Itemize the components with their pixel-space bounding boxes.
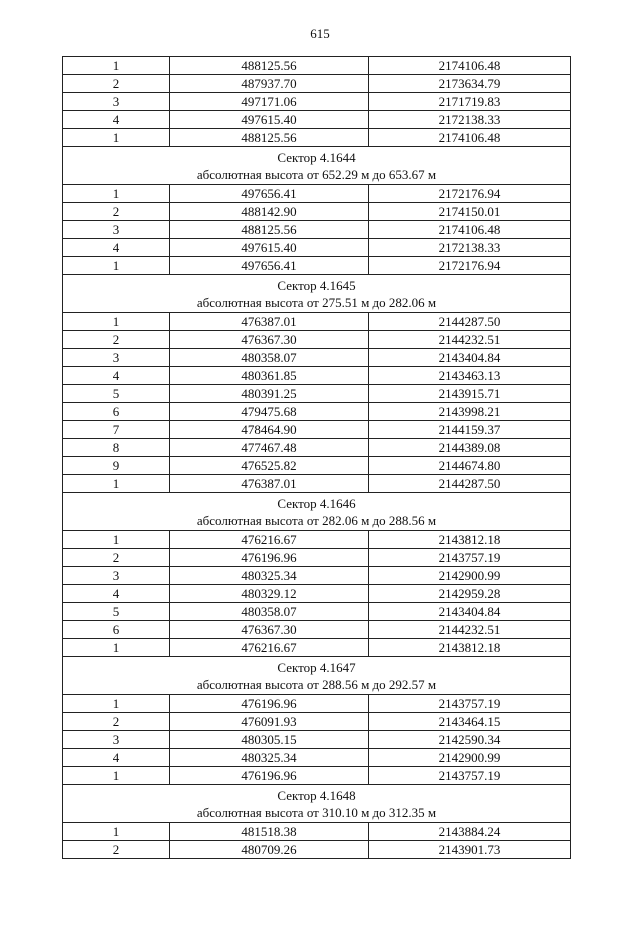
point-number-cell: 8 — [63, 439, 170, 457]
point-number-cell: 1 — [63, 475, 170, 493]
table-row — [63, 567, 571, 585]
x-coordinate-cell: 476387.01 — [170, 475, 369, 493]
y-coordinate-cell: 2143404.84 — [369, 349, 571, 367]
table-row — [63, 331, 571, 349]
point-number-cell: 1 — [63, 313, 170, 331]
sector-header-row — [63, 147, 571, 185]
point-number-cell: 2 — [63, 331, 170, 349]
table-row — [63, 257, 571, 275]
sector-title: Сектор 4.1648 — [277, 788, 356, 803]
x-coordinate-cell: 476387.01 — [170, 313, 369, 331]
sector-header-row — [63, 493, 571, 531]
table-row — [63, 603, 571, 621]
y-coordinate-cell: 2143757.19 — [369, 767, 571, 785]
y-coordinate-cell: 2142900.99 — [369, 749, 571, 767]
x-coordinate-cell: 497656.41 — [170, 185, 369, 203]
x-coordinate-cell: 480391.25 — [170, 385, 369, 403]
point-number-cell: 4 — [63, 749, 170, 767]
sector-header — [63, 785, 571, 823]
point-number-cell: 2 — [63, 713, 170, 731]
y-coordinate-cell: 2144674.80 — [369, 457, 571, 475]
sector-title: Сектор 4.1645 — [277, 278, 356, 293]
x-coordinate-cell: 476196.96 — [170, 549, 369, 567]
x-coordinate-cell: 497171.06 — [170, 93, 369, 111]
point-number-cell: 3 — [63, 221, 170, 239]
point-number-cell: 1 — [63, 639, 170, 657]
table-row — [63, 57, 571, 75]
x-coordinate-cell: 480325.34 — [170, 567, 369, 585]
x-coordinate-cell: 476525.82 — [170, 457, 369, 475]
point-number-cell: 2 — [63, 203, 170, 221]
x-coordinate-cell: 480358.07 — [170, 603, 369, 621]
x-coordinate-cell: 476196.96 — [170, 767, 369, 785]
sector-altitude-range: абсолютная высота от 275.51 м до 282.06 м — [196, 295, 437, 310]
y-coordinate-cell: 2172176.94 — [369, 185, 571, 203]
sector-altitude-range: абсолютная высота от 282.06 м до 288.56 м — [196, 513, 437, 528]
sector-altitude-range: абсолютная высота от 288.56 м до 292.57 м — [196, 677, 437, 692]
sector-title: Сектор 4.1644 — [277, 150, 356, 165]
y-coordinate-cell: 2174106.48 — [369, 57, 571, 75]
y-coordinate-cell: 2143901.73 — [369, 841, 571, 859]
page-number: 615 — [310, 26, 330, 41]
table-row — [63, 421, 571, 439]
x-coordinate-cell: 480329.12 — [170, 585, 369, 603]
x-coordinate-cell: 480358.07 — [170, 349, 369, 367]
x-coordinate-cell: 480305.15 — [170, 731, 369, 749]
table-row — [63, 185, 571, 203]
table-row — [63, 767, 571, 785]
sector-altitude-range: абсолютная высота от 310.10 м до 312.35 м — [196, 805, 437, 820]
y-coordinate-cell: 2144232.51 — [369, 621, 571, 639]
point-number-cell: 1 — [63, 185, 170, 203]
point-number-cell: 1 — [63, 531, 170, 549]
sector-header — [63, 275, 571, 313]
table-row — [63, 129, 571, 147]
point-number-cell: 1 — [63, 695, 170, 713]
point-number-cell: 1 — [63, 129, 170, 147]
table-row — [63, 823, 571, 841]
table-row — [63, 385, 571, 403]
table-row — [63, 439, 571, 457]
y-coordinate-cell: 2143915.71 — [369, 385, 571, 403]
point-number-cell: 5 — [63, 385, 170, 403]
x-coordinate-cell: 479475.68 — [170, 403, 369, 421]
point-number-cell: 2 — [63, 841, 170, 859]
table-row — [63, 75, 571, 93]
x-coordinate-cell: 488125.56 — [170, 129, 369, 147]
x-coordinate-cell: 488125.56 — [170, 57, 369, 75]
y-coordinate-cell: 2143404.84 — [369, 603, 571, 621]
y-coordinate-cell: 2172138.33 — [369, 111, 571, 129]
table-row — [63, 585, 571, 603]
y-coordinate-cell: 2144287.50 — [369, 313, 571, 331]
table-row — [63, 731, 571, 749]
point-number-cell: 4 — [63, 585, 170, 603]
table-row — [63, 639, 571, 657]
table-row — [63, 475, 571, 493]
sector-header-row — [63, 785, 571, 823]
y-coordinate-cell: 2144232.51 — [369, 331, 571, 349]
x-coordinate-cell: 480361.85 — [170, 367, 369, 385]
table-row — [63, 749, 571, 767]
y-coordinate-cell: 2174106.48 — [369, 129, 571, 147]
x-coordinate-cell: 497656.41 — [170, 257, 369, 275]
point-number-cell: 4 — [63, 111, 170, 129]
y-coordinate-cell: 2143757.19 — [369, 695, 571, 713]
x-coordinate-cell: 488125.56 — [170, 221, 369, 239]
sector-altitude-range: абсолютная высота от 652.29 м до 653.67 м — [196, 167, 437, 182]
sector-header — [63, 493, 571, 531]
point-number-cell: 1 — [63, 767, 170, 785]
coordinates-table-body — [63, 57, 571, 859]
y-coordinate-cell: 2171719.83 — [369, 93, 571, 111]
x-coordinate-cell: 476216.67 — [170, 531, 369, 549]
y-coordinate-cell: 2143998.21 — [369, 403, 571, 421]
y-coordinate-cell: 2143812.18 — [369, 531, 571, 549]
y-coordinate-cell: 2143464.15 — [369, 713, 571, 731]
table-row — [63, 93, 571, 111]
x-coordinate-cell: 476216.67 — [170, 639, 369, 657]
y-coordinate-cell: 2144389.08 — [369, 439, 571, 457]
table-row — [63, 403, 571, 421]
x-coordinate-cell: 476091.93 — [170, 713, 369, 731]
point-number-cell: 4 — [63, 239, 170, 257]
point-number-cell: 2 — [63, 549, 170, 567]
table-row — [63, 203, 571, 221]
point-number-cell: 3 — [63, 349, 170, 367]
table-row — [63, 349, 571, 367]
y-coordinate-cell: 2172176.94 — [369, 257, 571, 275]
point-number-cell: 1 — [63, 823, 170, 841]
table-row — [63, 695, 571, 713]
point-number-cell: 7 — [63, 421, 170, 439]
table-row — [63, 367, 571, 385]
x-coordinate-cell: 481518.38 — [170, 823, 369, 841]
x-coordinate-cell: 480709.26 — [170, 841, 369, 859]
point-number-cell: 9 — [63, 457, 170, 475]
point-number-cell: 3 — [63, 731, 170, 749]
table-row — [63, 549, 571, 567]
y-coordinate-cell: 2174150.01 — [369, 203, 571, 221]
y-coordinate-cell: 2172138.33 — [369, 239, 571, 257]
x-coordinate-cell: 476196.96 — [170, 695, 369, 713]
x-coordinate-cell: 476367.30 — [170, 331, 369, 349]
y-coordinate-cell: 2143757.19 — [369, 549, 571, 567]
table-row — [63, 713, 571, 731]
y-coordinate-cell: 2174106.48 — [369, 221, 571, 239]
x-coordinate-cell: 476367.30 — [170, 621, 369, 639]
sector-title: Сектор 4.1647 — [277, 660, 356, 675]
point-number-cell: 5 — [63, 603, 170, 621]
x-coordinate-cell: 480325.34 — [170, 749, 369, 767]
x-coordinate-cell: 497615.40 — [170, 111, 369, 129]
point-number-cell: 1 — [63, 257, 170, 275]
x-coordinate-cell: 497615.40 — [170, 239, 369, 257]
sector-header — [63, 657, 571, 695]
x-coordinate-cell: 488142.90 — [170, 203, 369, 221]
y-coordinate-cell: 2142959.28 — [369, 585, 571, 603]
point-number-cell: 2 — [63, 75, 170, 93]
table-row — [63, 457, 571, 475]
coordinates-table — [62, 56, 571, 859]
y-coordinate-cell: 2143812.18 — [369, 639, 571, 657]
y-coordinate-cell: 2142590.34 — [369, 731, 571, 749]
y-coordinate-cell: 2144159.37 — [369, 421, 571, 439]
point-number-cell: 3 — [63, 567, 170, 585]
point-number-cell: 4 — [63, 367, 170, 385]
point-number-cell: 3 — [63, 93, 170, 111]
x-coordinate-cell: 487937.70 — [170, 75, 369, 93]
table-row — [63, 239, 571, 257]
y-coordinate-cell: 2144287.50 — [369, 475, 571, 493]
table-row — [63, 531, 571, 549]
y-coordinate-cell: 2143463.13 — [369, 367, 571, 385]
y-coordinate-cell: 2143884.24 — [369, 823, 571, 841]
point-number-cell: 6 — [63, 403, 170, 421]
table-row — [63, 621, 571, 639]
table-row — [63, 221, 571, 239]
point-number-cell: 1 — [63, 57, 170, 75]
sector-title: Сектор 4.1646 — [277, 496, 356, 511]
sector-header — [63, 147, 571, 185]
table-row — [63, 111, 571, 129]
point-number-cell: 6 — [63, 621, 170, 639]
sector-header-row — [63, 657, 571, 695]
table-row — [63, 313, 571, 331]
table-row — [63, 841, 571, 859]
sector-header-row — [63, 275, 571, 313]
x-coordinate-cell: 478464.90 — [170, 421, 369, 439]
x-coordinate-cell: 477467.48 — [170, 439, 369, 457]
y-coordinate-cell: 2173634.79 — [369, 75, 571, 93]
y-coordinate-cell: 2142900.99 — [369, 567, 571, 585]
